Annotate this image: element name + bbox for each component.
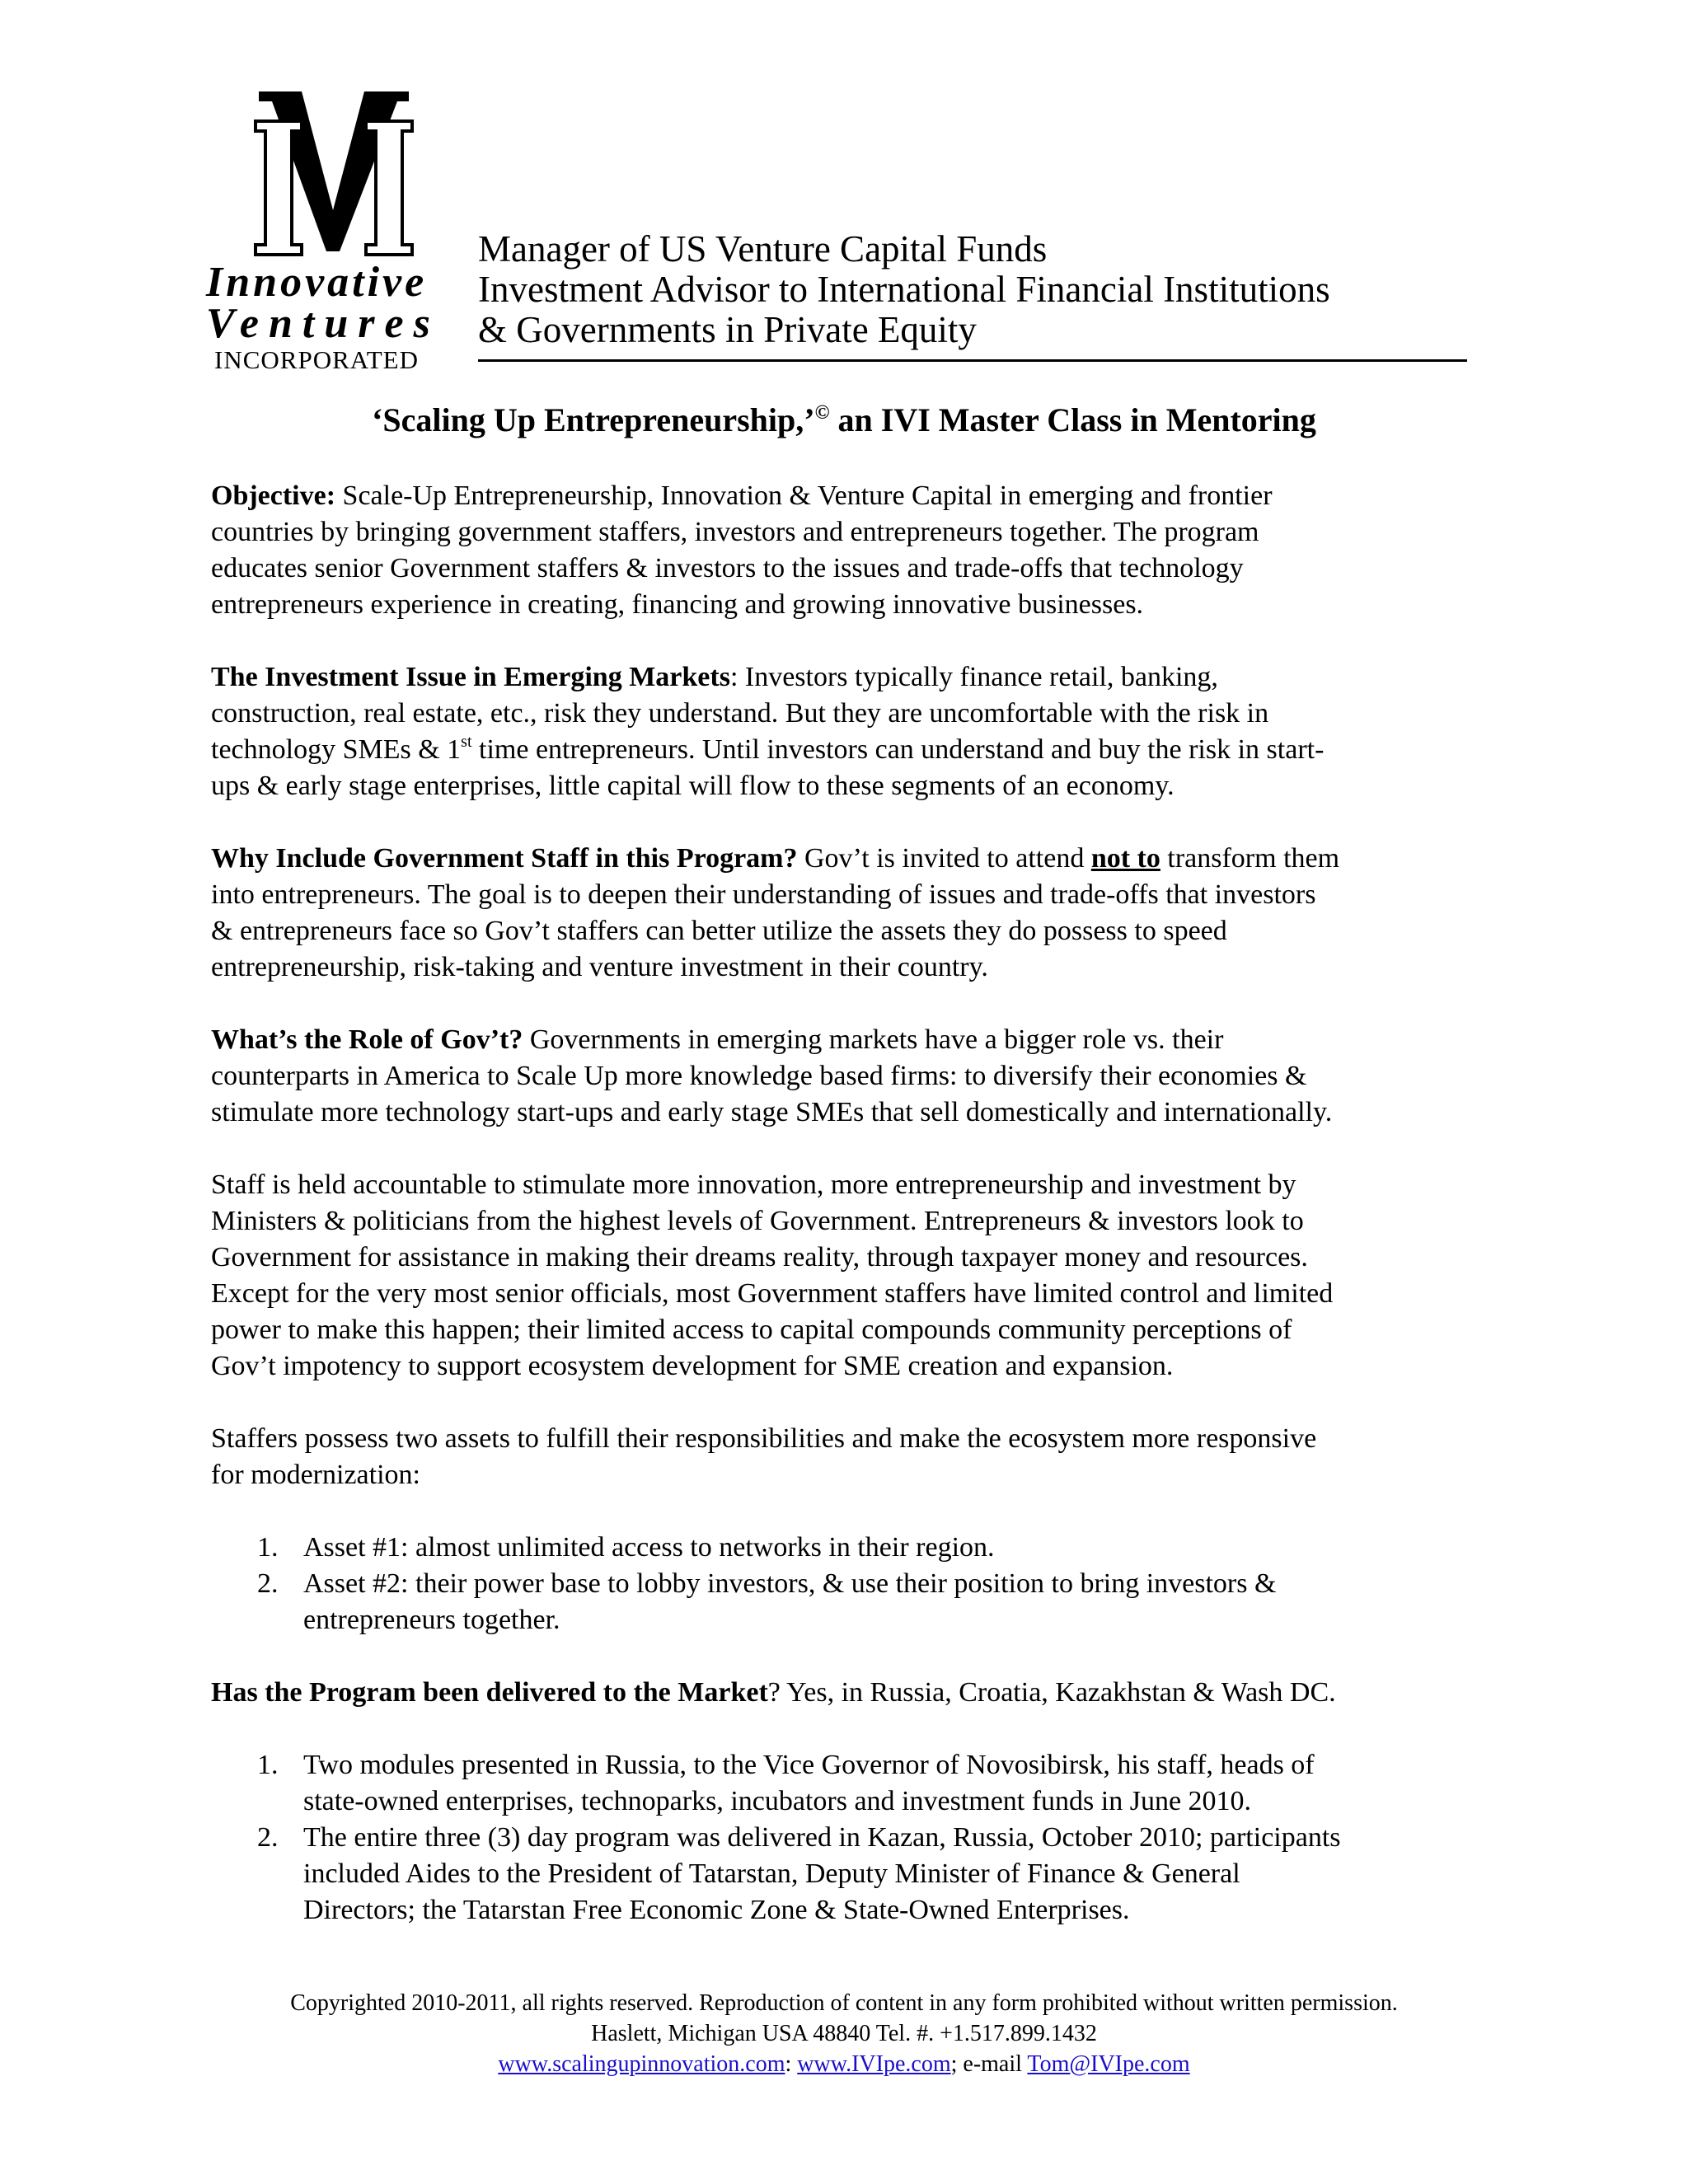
text-line: Scale-Up Entrepreneurship, Innovation & Venture Capital in emerging and frontier — [335, 480, 1273, 511]
letterhead-tagline — [478, 229, 1467, 350]
text-line: Asset #1: almost unlimited access to networks in their region. — [303, 1532, 995, 1563]
title-rest: an IVI Master Class in Mentoring — [829, 401, 1316, 438]
text-line: entrepreneurs together. — [303, 1605, 560, 1635]
contact-address: Haslett, Michigan USA 48840 Tel. #. +1.517.899.1432 — [591, 2021, 1097, 2046]
text-line: state-owned enterprises, technoparks, incubators and investment funds in June 2010. — [303, 1786, 1252, 1816]
why-government-paragraph — [211, 841, 1480, 986]
copyright-mark: © — [814, 402, 830, 424]
text-line: Governments in emerging markets have a bigger role vs. their — [523, 1024, 1224, 1055]
text-line: for modernization: — [211, 1460, 420, 1490]
role-government-label: What’s the Role of Gov’t? — [211, 1024, 523, 1055]
objective-paragraph — [211, 478, 1480, 623]
page-footer — [0, 1988, 1688, 2079]
text-line: Government for assistance in making their dreams reality, through taxpayer money and resources. — [211, 1242, 1308, 1272]
text-line: Ministers & politicians from the highest levels of Government. Entrepreneurs & investors look to — [211, 1206, 1304, 1236]
staff-accountability-paragraph — [211, 1167, 1480, 1385]
text-line: Staffers possess two assets to fulfill their responsibilities and make the ecosystem more responsive — [211, 1423, 1317, 1454]
investment-issue-paragraph — [211, 659, 1480, 804]
list-item — [211, 1566, 1480, 1638]
objective-label: Objective: — [211, 480, 336, 511]
text-line: transform them — [1160, 843, 1340, 874]
text-line: Directors; the Tatarstan Free Economic Zone & State-Owned Enterprises. — [303, 1895, 1130, 1925]
role-government-paragraph — [211, 1022, 1480, 1131]
list-number: 2. — [257, 1568, 279, 1599]
list-item — [211, 1747, 1480, 1820]
footer-links — [0, 2049, 1688, 2079]
text-line: Two modules presented in Russia, to the Vice Governor of Novosibirsk, his staff, heads of — [303, 1750, 1315, 1780]
text-line: power to make this happen; their limited access to capital compounds community perceptions of — [211, 1315, 1292, 1345]
letterhead-divider — [478, 359, 1467, 362]
list-number: 1. — [257, 1750, 279, 1780]
logo-word-ventures: Ventures — [206, 300, 440, 347]
list-item — [211, 1530, 1480, 1566]
email-link[interactable]: Tom@IVIpe.com — [1027, 2051, 1190, 2077]
document-title — [0, 401, 1688, 439]
text-line: : Investors typically finance retail, banking, — [729, 662, 1218, 692]
text-line: entrepreneurship, risk-taking and venture investment in their country. — [211, 952, 988, 982]
assets-list — [211, 1530, 1480, 1638]
text-line: into entrepreneurs. The goal is to deepen their understanding of issues and trade-offs that investors — [211, 879, 1316, 910]
text-line: counterparts in America to Scale Up more knowledge based firms: to diversify their economies & — [211, 1061, 1307, 1091]
title-main: ‘Scaling Up Entrepreneurship,’ — [372, 401, 815, 438]
text-line: Staff is held accountable to stimulate more innovation, more entrepreneurship and investment by — [211, 1169, 1296, 1200]
text-line: Except for the very most senior officials, most Government staffers have limited control and limited — [211, 1278, 1334, 1309]
tagline-line: Investment Advisor to International Financial Institutions — [478, 269, 1330, 310]
text-line: ? Yes, in Russia, Croatia, Kazakhstan & Wash DC. — [767, 1677, 1336, 1708]
delivery-list — [211, 1747, 1480, 1929]
staffers-assets-paragraph — [211, 1421, 1480, 1493]
company-logo — [206, 87, 462, 374]
program-delivered-paragraph — [211, 1675, 1480, 1711]
list-number: 2. — [257, 1822, 279, 1853]
emphasis-not-to: not to — [1090, 843, 1160, 874]
copyright-notice: Copyrighted 2010-2011, all rights reserved. Reproduction of content in any form prohibited without written permission. — [290, 1990, 1398, 2016]
text-line: Asset #2: their power base to lobby investors, & use their position to bring investors & — [303, 1568, 1277, 1599]
text-line: included Aides to the President of Tatarstan, Deputy Minister of Finance & General — [303, 1858, 1240, 1889]
tagline-line: Manager of US Venture Capital Funds — [478, 228, 1048, 269]
website-link-ivipe[interactable]: www.IVIpe.com — [797, 2051, 951, 2077]
why-government-label: Why Include Government Staff in this Program? — [211, 843, 798, 874]
text-line: The entire three (3) day program was delivered in Kazan, Russia, October 2010; participants — [303, 1822, 1341, 1853]
logo-word-innovative: Innovative — [206, 259, 428, 306]
list-item — [211, 1820, 1480, 1929]
logo-word-incorporated: INCORPORATED — [214, 345, 419, 374]
text-line: technology SMEs & 1 — [211, 734, 462, 765]
text-line: & entrepreneurs face so Gov’t staffers can better utilize the assets they do possess to speed — [211, 916, 1227, 946]
program-delivered-label: Has the Program been delivered to the Market — [211, 1677, 768, 1708]
text-line: Gov’t is invited to attend — [797, 843, 1091, 874]
text-line: stimulate more technology start-ups and early stage SMEs that sell domestically and internationally. — [211, 1097, 1333, 1127]
text-line: ups & early stage enterprises, little capital will flow to these segments of an economy. — [211, 771, 1175, 801]
ivi-monogram-logo — [247, 87, 420, 264]
text-line: time entrepreneurs. Until investors can understand and buy the risk in start- — [471, 734, 1325, 765]
ordinal-superscript: st — [461, 733, 472, 751]
tagline-line: & Governments in Private Equity — [478, 309, 977, 350]
investment-issue-label: The Investment Issue in Emerging Markets — [211, 662, 730, 692]
separator: : — [785, 2051, 798, 2077]
text-line: educates senior Government staffers & investors to the issues and trade-offs that technology — [211, 553, 1244, 583]
website-link-scalingupinnovation[interactable]: www.scalingupinnovation.com — [498, 2051, 785, 2077]
document-body — [211, 478, 1480, 1965]
text-line: Gov’t impotency to support ecosystem development for SME creation and expansion. — [211, 1351, 1174, 1381]
separator: ; e-mail — [950, 2051, 1028, 2077]
text-line: entrepreneurs experience in creating, financing and growing innovative businesses. — [211, 589, 1144, 620]
list-number: 1. — [257, 1532, 279, 1563]
text-line: countries by bringing government staffers, investors and entrepreneurs together. The program — [211, 517, 1259, 547]
text-line: construction, real estate, etc., risk they understand. But they are uncomfortable with the risk in — [211, 698, 1269, 729]
